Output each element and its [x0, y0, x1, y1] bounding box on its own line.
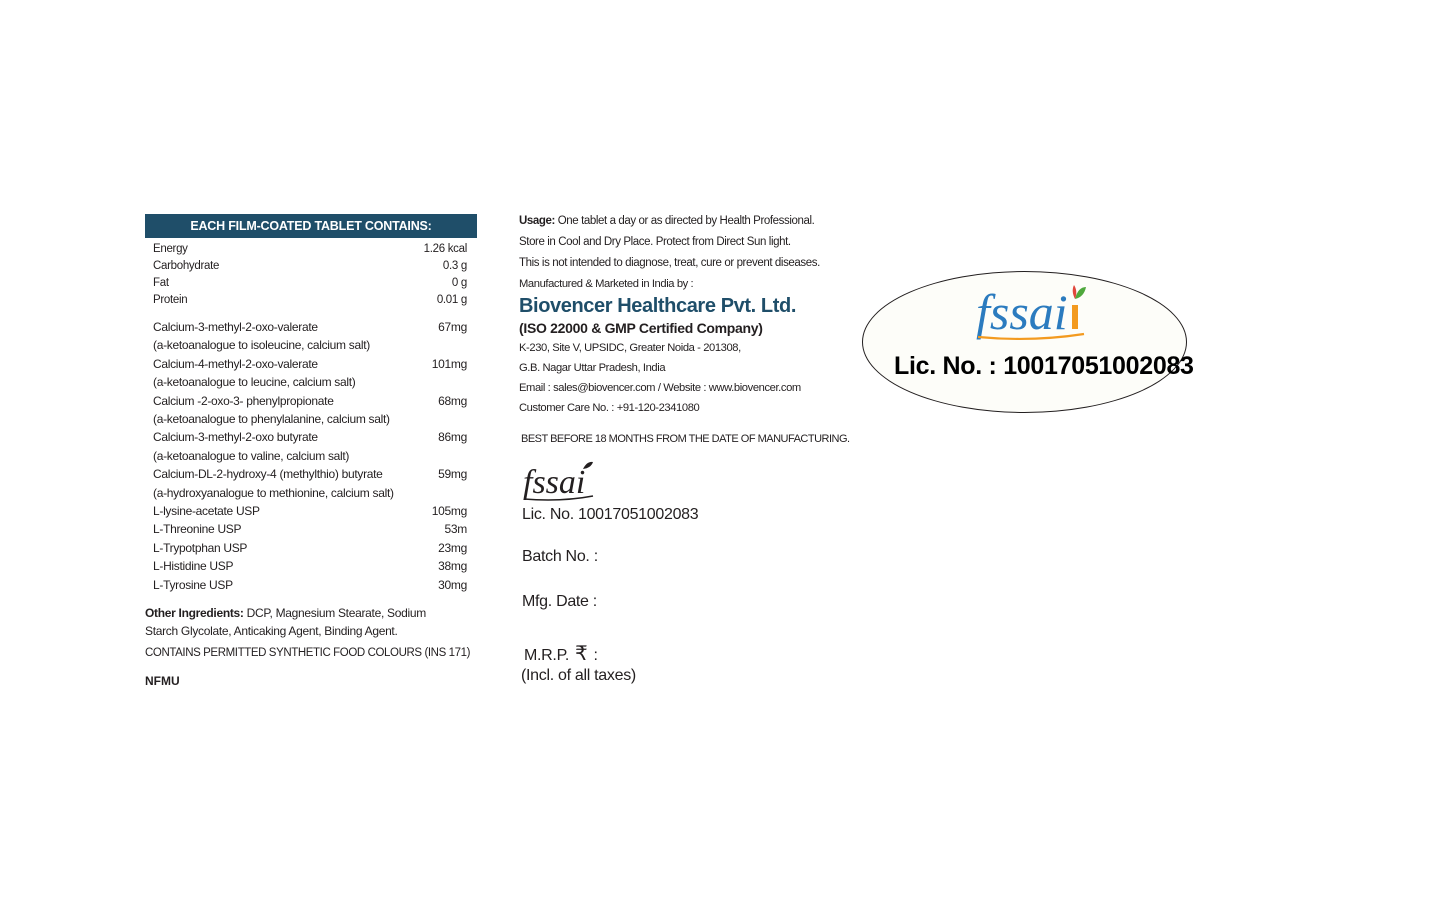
ingredient-note: (a-ketoanalogue to leucine, calcium salt) — [153, 375, 356, 390]
ingredient-row — [145, 428, 477, 446]
ingredient-row — [145, 392, 477, 410]
ingredient-name: L-lysine-acetate USP — [153, 504, 260, 519]
ingredient-name: L-Tyrosine USP — [153, 577, 233, 592]
mfg-date-label: Mfg. Date : — [522, 593, 597, 610]
other-ingredients-label: Other Ingredients: — [145, 606, 244, 620]
ingredient-name: L-Threonine USP — [153, 522, 242, 537]
license-number-large: Lic. No. : 10017051002083 — [894, 352, 1194, 380]
ingredient-value: 86mg — [438, 430, 467, 445]
nfmu-label: NFMU — [145, 674, 180, 688]
incl-taxes: (Incl. of all taxes) — [521, 667, 636, 684]
disclaimer-line: This is not intended to diagnose, treat, cure or prevent diseases. — [519, 257, 820, 269]
ingredient-value: 101mg — [431, 356, 467, 371]
ingredient-row — [145, 355, 477, 373]
ingredient-note: (a-hydroxyanalogue to methionine, calcium salt) — [153, 485, 394, 500]
ingredient-value: 105mg — [431, 504, 467, 519]
ingredient-value: 67mg — [438, 320, 467, 334]
mrp-colon: : — [593, 647, 598, 664]
fssai-color-logo-icon — [972, 279, 1092, 345]
ingredient-name: Calcium-DL-2-hydroxy-4 (methylthio) butyrate — [153, 467, 383, 482]
ingredient-value: 23mg — [438, 540, 467, 555]
nutrition-name: Protein — [153, 294, 188, 306]
ingredient-row — [145, 502, 477, 520]
ingredient-name: L-Trypotphan USP — [153, 540, 248, 555]
manufactured-by: Manufactured & Marketed in India by : — [519, 278, 694, 290]
usage-text: One tablet a day or as directed by Health Professional. — [554, 215, 815, 227]
nutrition-row — [145, 292, 477, 309]
license-number: Lic. No. 10017051002083 — [522, 506, 699, 523]
nutrition-row — [145, 258, 477, 275]
nutrition-value: 1.26 kcal — [423, 243, 467, 255]
ingredient-row — [145, 520, 477, 538]
ingredient-row — [145, 557, 477, 575]
ingredient-row — [145, 576, 477, 594]
fssai-logo-icon — [521, 459, 601, 503]
certification-line: (ISO 22000 & GMP Certified Company) — [519, 320, 763, 336]
usage-line — [519, 211, 859, 232]
composition-header: EACH FILM-COATED TABLET CONTAINS: — [145, 214, 477, 238]
nutrition-value: 0.3 g — [442, 260, 467, 272]
best-before: BEST BEFORE 18 MONTHS FROM THE DATE OF MANUFACTURING. — [521, 433, 850, 445]
fssai-color-logo-text: fssai — [976, 284, 1068, 340]
ingredient-value: 59mg — [438, 467, 467, 482]
ingredient-name: L-Histidine USP — [153, 559, 234, 574]
nutrition-row — [145, 241, 477, 258]
address-line: G.B. Nagar Uttar Pradesh, India — [519, 362, 666, 374]
ingredient-row — [145, 465, 477, 483]
other-ingredients-text: DCP, Magnesium Stearate, Sodium Starch Glycolate, Anticaking Agent, Binding Agent. — [145, 606, 426, 638]
ingredient-value: 68mg — [438, 393, 467, 408]
rupee-icon: ₹ — [575, 643, 588, 665]
customer-care-line: Customer Care No. : +91-120-2341080 — [519, 402, 700, 414]
info-panel — [519, 211, 859, 418]
ingredient-note: (a-ketoanalogue to isoleucine, calcium salt) — [153, 338, 370, 353]
contact-line: Email : sales@biovencer.com / Website : www.biovencer.com — [519, 382, 801, 394]
ingredient-name: Calcium-4-methyl-2-oxo-valerate — [153, 356, 318, 371]
nutrition-value: 0.01 g — [436, 294, 467, 306]
nutrition-name: Carbohydrate — [153, 260, 220, 272]
usage-label: Usage: — [519, 215, 555, 227]
ingredient-note: (a-ketoanalogue to phenylalanine, calcium salt) — [153, 412, 390, 427]
nutrition-value: 0 g — [451, 277, 467, 289]
ingredient-value: 30mg — [438, 577, 467, 592]
ingredient-row — [145, 318, 477, 336]
mrp-line — [524, 641, 598, 666]
ingredient-value: 53m — [444, 522, 467, 537]
company-name: Biovencer Healthcare Pvt. Ltd. — [519, 295, 796, 317]
composition-panel — [145, 214, 477, 594]
ingredient-name: Calcium-3-methyl-2-oxo-valerate — [153, 320, 318, 334]
ingredient-name: Calcium -2-oxo-3- phenylpropionate — [153, 393, 334, 408]
nutrition-name: Energy — [153, 243, 188, 255]
mrp-label: M.R.P. — [524, 647, 570, 664]
nutrition-row — [145, 275, 477, 292]
nutrition-name: Fat — [153, 277, 169, 289]
address-line: K-230, Site V, UPSIDC, Greater Noida - 201308, — [519, 342, 741, 354]
ingredient-row — [145, 539, 477, 557]
colours-note: CONTAINS PERMITTED SYNTHETIC FOOD COLOURS (INS 171) — [145, 647, 471, 659]
ingredient-list — [145, 318, 477, 594]
nutrition-list — [145, 241, 477, 309]
ingredient-name: Calcium-3-methyl-2-oxo butyrate — [153, 430, 318, 445]
storage-line: Store in Cool and Dry Place. Protect from Direct Sun light. — [519, 236, 791, 248]
ingredient-value: 38mg — [438, 559, 467, 574]
ingredient-note: (a-ketoanalogue to valine, calcium salt) — [153, 448, 350, 463]
other-ingredients — [145, 604, 455, 640]
batch-number-label: Batch No. : — [522, 548, 598, 565]
fssai-logo-text: fssai — [523, 464, 586, 501]
